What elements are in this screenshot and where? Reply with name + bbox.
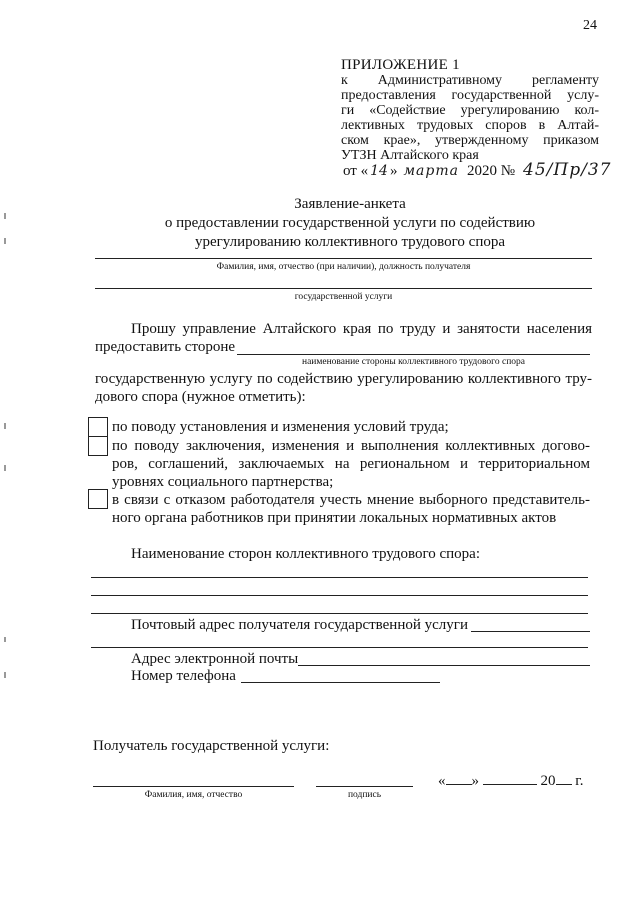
appendix-line: УТЗН Алтайского края xyxy=(341,148,479,163)
option-line: ного органа работников при принятии локальных нормативных актов xyxy=(112,510,557,526)
option-line: в связи с отказом работодателя учесть мнение выборного представитель- xyxy=(112,492,590,508)
form-title-line: о предоставлении государственной услуги по содействию xyxy=(164,215,536,231)
appendix-block xyxy=(341,58,599,163)
date-year-field[interactable] xyxy=(556,770,572,785)
order-date-number xyxy=(343,160,611,180)
option-line: по поводу заключения, изменения и выполнения коллективных догово- xyxy=(112,438,590,454)
scan-mark xyxy=(4,637,6,642)
option-1 xyxy=(112,418,590,436)
option-2-checkbox[interactable] xyxy=(88,436,108,456)
option-3-checkbox[interactable] xyxy=(88,489,108,509)
order-day-handwritten: 14 xyxy=(370,163,388,179)
form-title-line: Заявление-анкета xyxy=(294,196,406,212)
phone-field[interactable] xyxy=(241,682,440,683)
date-month-field[interactable] xyxy=(483,770,537,785)
order-year-label: 2020 № xyxy=(466,163,516,179)
email-field[interactable] xyxy=(298,665,590,666)
parties-field-line-2[interactable] xyxy=(91,595,588,596)
request-line-4: дового спора (нужное отметить): xyxy=(95,389,306,405)
appendix-line: лективных трудовых споров в Алтай- xyxy=(341,118,599,133)
scan-mark xyxy=(4,423,6,429)
form-title xyxy=(100,195,600,252)
phone-label: Номер телефона xyxy=(131,668,236,684)
scan-mark xyxy=(4,213,6,219)
order-month-handwritten: марта xyxy=(403,163,459,179)
postal-field[interactable] xyxy=(471,631,590,632)
postal-label: Почтовый адрес получателя государственной услуги xyxy=(131,617,468,633)
party-name-caption: наименование стороны коллективного трудового спора xyxy=(301,357,525,367)
parties-label: Наименование сторон коллективного трудового спора: xyxy=(131,546,481,562)
request-line-3: государственную услугу по содействию урегулированию коллективного тру- xyxy=(95,371,592,387)
scan-mark xyxy=(4,465,6,471)
appendix-line: ги «Содействие урегулированию кол- xyxy=(341,103,599,118)
option-3 xyxy=(112,491,590,527)
option-2 xyxy=(112,437,590,491)
form-title-line: урегулированию коллективного трудового спора xyxy=(194,234,506,250)
page-number: 24 xyxy=(583,18,597,33)
option-line: по поводу установления и изменения условий труда; xyxy=(112,419,449,435)
scan-mark xyxy=(4,238,6,244)
scan-mark xyxy=(4,672,6,678)
appendix-title: ПРИЛОЖЕНИЕ 1 xyxy=(341,57,460,73)
option-line: ров, соглашений, заключаемых на региональном и территориальном xyxy=(112,456,590,472)
option-1-checkbox[interactable] xyxy=(88,417,108,437)
request-line-2: предоставить стороне xyxy=(95,339,236,355)
order-mid: » xyxy=(389,163,398,179)
recipient-label: Получатель государственной услуги: xyxy=(93,738,330,754)
postal-field-line-2[interactable] xyxy=(91,647,588,648)
sign-name-field[interactable] xyxy=(93,786,294,787)
email-label: Адрес электронной почты xyxy=(131,651,299,667)
appendix-line: предоставления государственной услу- xyxy=(341,88,599,103)
party-name-field[interactable] xyxy=(237,354,590,355)
signature-caption: подпись xyxy=(347,790,382,800)
signature-field[interactable] xyxy=(316,786,413,787)
order-prefix: от « xyxy=(343,163,369,179)
request-line-1: Прошу управление Алтайского края по труду и занятости населения xyxy=(131,321,592,337)
sign-name-caption: Фамилия, имя, отчество xyxy=(144,790,243,800)
order-number-handwritten: 45/Пр/37 xyxy=(523,160,612,180)
recipient-name-field[interactable] xyxy=(95,258,592,259)
recipient-service-caption: государственной услуги xyxy=(294,292,393,302)
parties-field-line-1[interactable] xyxy=(91,577,588,578)
recipient-service-field[interactable] xyxy=(95,288,592,289)
appendix-line: ском крае», утвержденному приказом xyxy=(341,133,599,148)
date-day-field[interactable] xyxy=(446,770,472,785)
date-field xyxy=(438,770,583,790)
parties-field-line-3[interactable] xyxy=(91,613,588,614)
date-year-suffix: г. xyxy=(575,773,584,789)
date-close-quote: » xyxy=(471,773,479,789)
option-line: уровнях социального партнерства; xyxy=(112,474,334,490)
date-year-prefix: 20 xyxy=(540,773,556,789)
recipient-name-caption: Фамилия, имя, отчество (при наличии), должность получателя xyxy=(216,262,471,272)
date-open-quote: « xyxy=(438,773,446,789)
appendix-line: к Административному регламенту xyxy=(341,73,599,88)
